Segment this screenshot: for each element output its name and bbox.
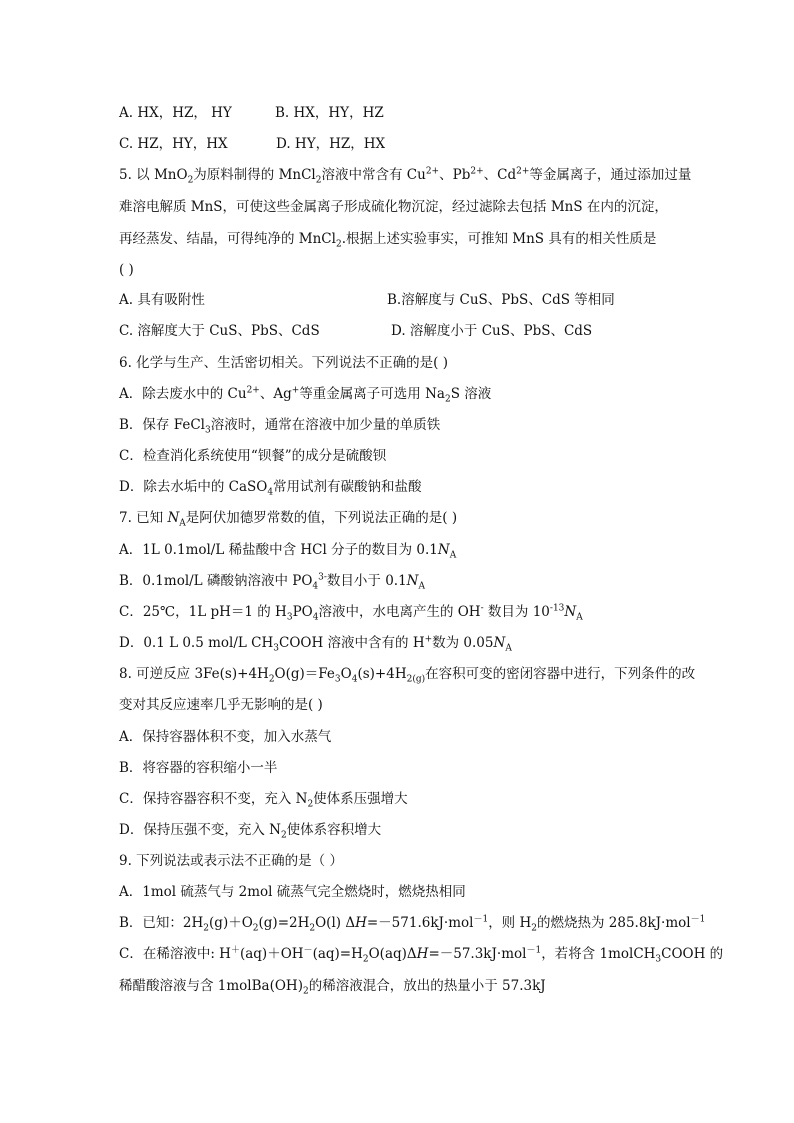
q6-option-a[interactable]: A．除去废水中的 $Cu^{2+}$、Ag+等重金属离子可选用 $Na_2S$ 溶液 — [119, 385, 492, 405]
q8-stem-line1: 8. 可逆反应 $3Fe(s)+4H_2O(g)=Fe_3O_4(s)+4H_{2(g)}$在容积可变的密闭容器中进行，下列条件的改 — [119, 666, 696, 685]
q9-option-a[interactable]: A．1mol 硫蒸气与 2mol 硫蒸气完全燃烧时，燃烧热相同 — [119, 884, 466, 900]
q7-option-d[interactable]: D．0.1 L 0.5 mol/L $CH_3COOH$ 溶液中含有的 H+数为 $0.05N_A$ — [119, 634, 512, 654]
q9-stem: 9. 下列说法或表示法不正确的是（ ） — [119, 853, 343, 869]
q5-stem-line1: 5. 以 MnO$_2$为原料制得的 MnCl$_2$溶液中常含有 $Cu^{2+}$、$Pb^{2+}$、$Cd^{2+}$等金属离子，通过添加过量 — [119, 166, 692, 186]
q4-option-c[interactable]: C. HZ，HY，HX — [119, 136, 228, 152]
q5-stem-line3: 再经蒸发、结晶，可得纯净的 MnCl$_2$.根据上述实验事实，可推知 MnS 具有的相关性质是 — [119, 231, 657, 250]
q9-option-c[interactable]: C．在稀溶液中: $H^+(aq)+OH^-(aq)=H_2O(aq)\Delta H=-57.3kJ\cdot mol^{-1}$，若将含 1molCH$_3$COOH 的 — [119, 945, 724, 965]
q9-option-b[interactable]: B．已知：$2H_2(g)+O_2(g)=2H_2O(l)$ ΔH=－571.6kJ·mol$^{-1}$，则 $H_2$的燃烧热为 285.8kJ·mol$^{-1}$ — [119, 914, 706, 934]
q6-option-d[interactable]: D．除去水垢中的 CaSO$_4$常用试剂有碳酸钠和盐酸 — [119, 479, 422, 498]
q7-option-b[interactable]: B．0.1mol/L 磷酸钠溶液中 $PO_4^{3-}$数目小于 $0.1N_A$ — [119, 572, 425, 592]
q5-options-row2 — [119, 323, 593, 339]
q5-option-c[interactable]: C. 溶解度大于 CuS、PbS、CdS — [119, 323, 320, 339]
q6-option-c[interactable]: C．检查消化系统使用“钡餐”的成分是硫酸钡 — [119, 448, 387, 464]
q6-option-b[interactable]: B．保存 FeCl$_3$溶液时，通常在溶液中加少量的单质铁 — [119, 417, 441, 436]
q7-option-c[interactable]: C．25℃，1L pH＝1 的 $H_3PO_4$溶液中，水电离产生的 OH- 数目为 $10^{-13}N_A$ — [119, 603, 583, 623]
q8-option-c[interactable]: C．保持容器容积不变，充入 $N_2$使体系压强增大 — [119, 791, 408, 810]
q4-options-row1 — [119, 105, 384, 121]
q8-option-d[interactable]: D．保持压强不变，充入 $N_2$使体系容积增大 — [119, 822, 382, 841]
q5-options-row1 — [119, 292, 615, 308]
q4-option-b[interactable]: B. HX，HY，HZ — [275, 105, 384, 121]
q4-option-a[interactable]: A. HX，HZ， HY — [119, 105, 232, 121]
q7-stem: 7. 已知 $N_A$是阿伏加德罗常数的值，下列说法正确的是( ) — [119, 510, 458, 529]
q5-option-b[interactable]: B.溶解度与 CuS、PbS、CdS 等相同 — [387, 292, 615, 308]
q5-option-d[interactable]: D. 溶解度小于 CuS、PbS、CdS — [391, 323, 593, 339]
q9-option-c-line2: 稀醋酸溶液与含 $1molBa(OH)_2$的稀溶液混合，放出的热量小于 57.3kJ — [119, 978, 546, 997]
q5-option-a[interactable]: A. 具有吸附性 — [119, 292, 205, 308]
q5-stem-line2: 难溶电解质 MnS，可使这些金属离子形成硫化物沉淀，经过滤除去包括 MnS 在内的沉淀， — [119, 199, 668, 215]
q4-option-d[interactable]: D. HY，HZ，HX — [276, 136, 386, 152]
q4-options-row2 — [119, 136, 386, 152]
q8-option-a[interactable]: A．保持容器体积不变，加入水蒸气 — [119, 729, 332, 745]
q5-answer-paren: ( ) — [119, 262, 134, 278]
q7-option-a[interactable]: A．1L 0.1mol/L 稀盐酸中含 HCl 分子的数目为 $0.1N_A$ — [119, 542, 457, 561]
q8-option-b[interactable]: B．将容器的容积缩小一半 — [119, 760, 278, 776]
q6-stem: 6. 化学与生产、生活密切相关。下列说法不正确的是( ) — [119, 355, 448, 371]
q8-stem-line2: 变对其反应速率几乎无影响的是( ) — [119, 697, 323, 713]
